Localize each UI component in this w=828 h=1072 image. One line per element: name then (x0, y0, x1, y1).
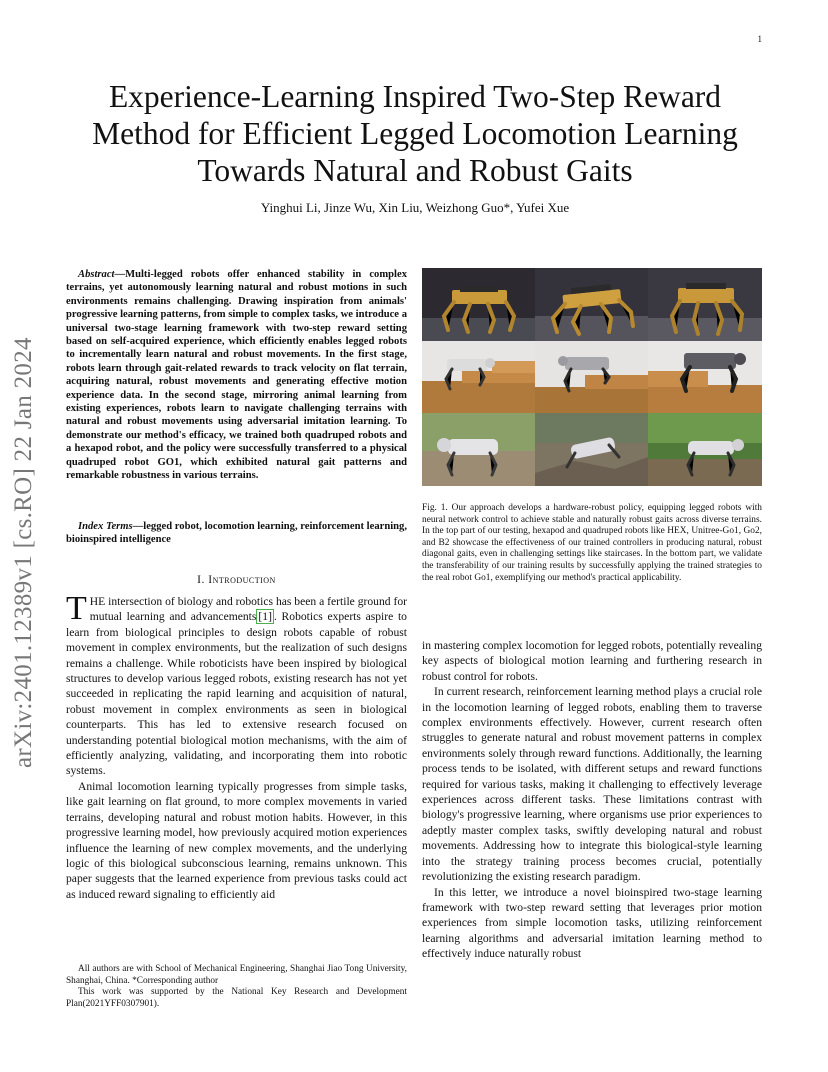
index-terms-label: Index Terms (78, 521, 133, 532)
arxiv-stamp: arXiv:2401.12389v1 [cs.RO] 22 Jan 2024 (10, 337, 37, 768)
footnote-affiliation: All authors are with School of Mechanical Engineering, Shanghai Jiao Tong University, Shanghai, China. *Corresponding author (66, 964, 407, 986)
abstract-label: Abstract (78, 269, 115, 280)
abstract (66, 268, 407, 483)
figure-go1-outdoor-2 (535, 413, 648, 486)
paragraph-current-research: In current research, reinforcement learning method plays a crucial role in the locomotion learning of legged robots, enabling them to traverse complex environments effectively. However, current research often struggles to generate natural and robust movement patterns in complex environments solely through reward functions. Additionally, the learning process tends to be isolated, with different setups and reward functions required for various tasks, making it challenging to effectively leverage experiences across different tasks. These limitations contrast with biology's progressive learning, where organisms use prior experiences to adeptly master complex tasks, swiftly developing natural and robust movements. Addressing how to integrate this biological-style learning into the strategy training process becomes crucial, potentially revolutionizing the existing research paradigm. (422, 685, 762, 884)
drop-cap: T (66, 590, 87, 627)
figure-caption: Fig. 1. Our approach develops a hardware-robust policy, equipping legged robots with neural network control to achieve stable and naturally robust gaits across diverse terrains. In the top part of our testing, hexapod and quadruped robots like HEX, Unitree-Go1, Go2, and B2 showcase the effectiveness of our trained controllers in producing natural, robust diagonal gaits, even in challenging settings like staircases. In the bottom part, we validate the transferability of our training results by successfully applying the trained strategies to the real robot Go1, exemplifying our method's practical applicability. (422, 503, 762, 583)
paragraph-this-letter: In this letter, we introduce a novel bioinspired two-stage learning framework with two-step reward setting that leverages prior motion experiences from simple locomotion tasks, utilizing reinforcement learning algorithms and adversarial imitation learning method to effectively induce naturally robust (422, 885, 762, 961)
citation-link[interactable]: [1] (258, 610, 272, 624)
paper-title: Experience-Learning Inspired Two-Step Reward Method for Efficient Legged Locomotion Learning Towards Natural and Robust Gaits (92, 79, 738, 188)
intro-paragraph-2: Animal locomotion learning typically progresses from simple tasks, like gait learning on flat ground, to more complex movements in varied terrains, developing natural and robust motion habits. However, in this progressive learning model, how previously acquired motion experiences influence the learning of new complex movements, and the underlying logic of this biological subconscious learning, remains unknown. This paper suggests that the learned experience from previous tasks could act as induced reward signaling to efficiently aid (66, 779, 407, 901)
figure-quadruped-stairs-1 (422, 341, 535, 413)
intro-paragraph-1: THE intersection of biology and robotics has been a fertile ground for mutual learning and advancements [1] . Robotics experts aspire to learn from biological principles to design robots capable of robust movement in complex environments, but the realization of such designs remains a challenge. While roboticists have been inspired by biological structures to develop various legged robots, existing research has not yet succeeded in replicating the rapid learning and acquisition of natural, robust movement in complex environments as seen in biological counterparts. This has led to extensive research focused on understanding potential biological motion mechanisms, with the aim of efficiently analyzing, validating, and incorporating them into robotic systems. (66, 590, 407, 778)
figure-go1-outdoor-1 (422, 413, 535, 486)
right-column-body (422, 638, 762, 962)
abstract-text: —Multi-legged robots offer enhanced stability in complex terrains, yet autonomously learning natural and robust motions in such environments remains challenging. Drawing inspiration from animals' progressive learning patterns, from simple to complex tasks, we introduce a universal two-stage learning framework with two-step reward setting based on self-acquired experience, which efficiently enables legged robots to incrementally learn natural and robust movements. In the first stage, robots learn through gait-related rewards to track velocity on flat terrain, acquiring natural, robust movements and generating effective motion experience data. In the second stage, mirroring animal learning from existing experiences, robots learn to navigate challenging terrains with natural and robust movements using adversarial imitation learning. To demonstrate our method's efficacy, we trained both quadruped robots and a hexapod robot, and the policy were successfully transferred to a physical quadruped robot GO1, which exhibited natural gait patterns and remarkable robustness in various terrains. (66, 269, 407, 482)
figure-hexapod-2 (535, 268, 648, 341)
footnotes (66, 964, 407, 1010)
footnote-funding: This work was supported by the National Key Research and Development Plan(2021YFF0307901). (66, 987, 407, 1009)
figure-hexapod-3 (648, 268, 762, 341)
figure-hexapod-1 (422, 268, 535, 341)
figure-go1-outdoor-3 (648, 413, 762, 486)
figure-1 (422, 268, 762, 486)
figure-quadruped-stairs-3 (648, 341, 762, 413)
author-list: Yinghui Li, Jinze Wu, Xin Liu, Weizhong Guo*, Yufei Xue (260, 200, 570, 215)
figure-quadruped-stairs-2 (535, 341, 648, 413)
section-heading: I. Introduction (197, 574, 276, 586)
paragraph-continued: in mastering complex locomotion for legged robots, potentially revealing key aspects of biological motion learning and furthering research in robust control for robots. (422, 639, 762, 683)
page-number: 1 (757, 34, 762, 44)
index-terms-text: —legged robot, locomotion learning, reinforcement learning, bioinspired intelligence (66, 521, 407, 546)
intro-body (66, 590, 407, 902)
index-terms (66, 520, 407, 547)
